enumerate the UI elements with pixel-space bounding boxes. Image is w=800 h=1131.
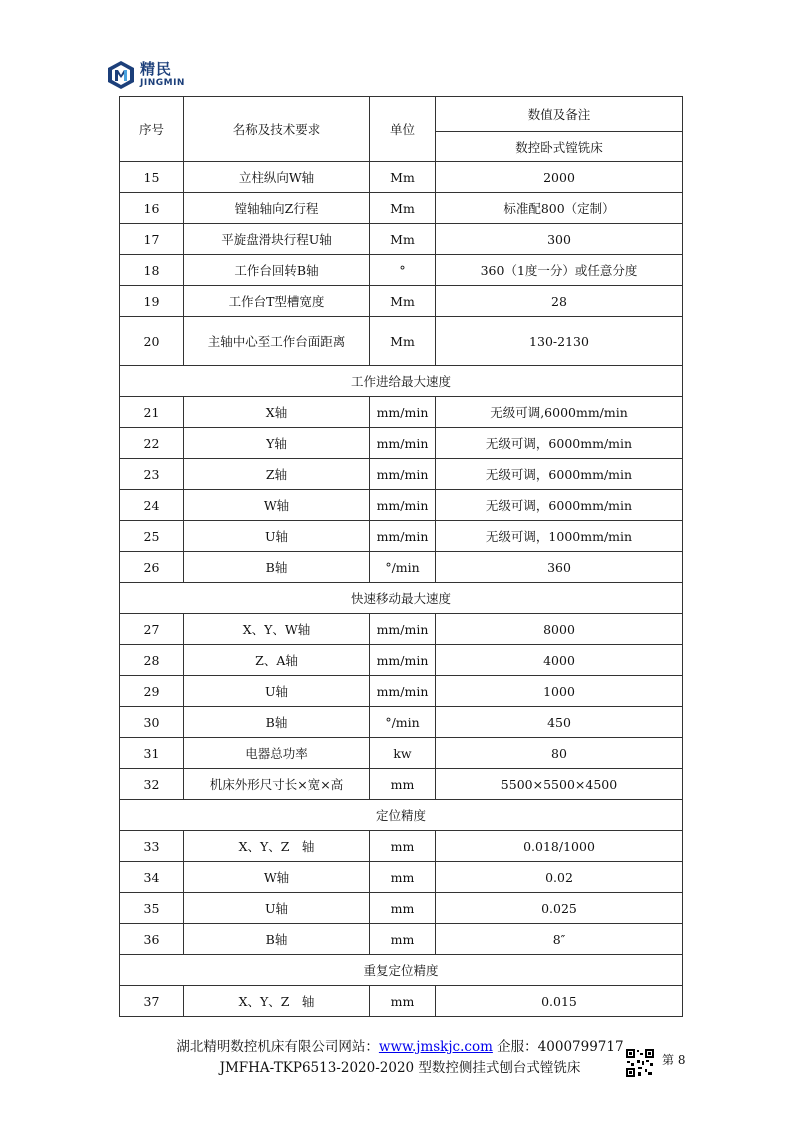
table-row	[120, 162, 683, 193]
row-no: 28	[120, 645, 184, 676]
table-row	[120, 862, 683, 893]
row-unit: Mm	[370, 193, 436, 224]
section-feed-speed: 工作进给最大速度	[120, 366, 683, 397]
row-name: 平旋盘滑块行程U轴	[184, 224, 370, 255]
row-unit: mm	[370, 831, 436, 862]
row-value: 0.018/1000	[436, 831, 683, 862]
table-row	[120, 986, 683, 1017]
section-rapid-speed: 快速移动最大速度	[120, 583, 683, 614]
table-row	[120, 490, 683, 521]
row-name: Z轴	[184, 459, 370, 490]
row-name: X、Y、Z 轴	[184, 986, 370, 1017]
row-value: 300	[436, 224, 683, 255]
row-value: 0.025	[436, 893, 683, 924]
row-value: 0.02	[436, 862, 683, 893]
row-no: 26	[120, 552, 184, 583]
table-row	[120, 893, 683, 924]
website-link[interactable]: www.jmskjc.com	[378, 1039, 493, 1055]
row-no: 32	[120, 769, 184, 800]
row-name: 工作台回转B轴	[184, 255, 370, 286]
row-name: 立柱纵向W轴	[184, 162, 370, 193]
row-value: 1000	[436, 676, 683, 707]
section-repeat-accuracy: 重复定位精度	[120, 955, 683, 986]
qr-code-icon	[626, 1049, 654, 1077]
row-value: 8″	[436, 924, 683, 955]
table-row	[120, 831, 683, 862]
row-unit: °/min	[370, 552, 436, 583]
row-no: 16	[120, 193, 184, 224]
row-unit: mm/min	[370, 521, 436, 552]
row-value: 2000	[436, 162, 683, 193]
table-row	[120, 614, 683, 645]
header-value-title: 数值及备注	[436, 97, 683, 132]
row-name: 电器总功率	[184, 738, 370, 769]
row-value: 无级可调，6000mm/min	[436, 428, 683, 459]
page-number: 第 8	[662, 1053, 686, 1067]
row-value: 无级可调，1000mm/min	[436, 521, 683, 552]
row-no: 36	[120, 924, 184, 955]
row-name: 主轴中心至工作台面距离	[184, 317, 370, 366]
row-unit: mm/min	[370, 614, 436, 645]
row-no: 35	[120, 893, 184, 924]
row-unit: Mm	[370, 317, 436, 366]
row-name: U轴	[184, 676, 370, 707]
jingmin-logo-icon	[106, 60, 136, 90]
row-no: 33	[120, 831, 184, 862]
table-row	[120, 552, 683, 583]
row-value: 无级可调，6000mm/min	[436, 459, 683, 490]
spec-table	[119, 96, 683, 1017]
table-row	[120, 224, 683, 255]
row-value: 360	[436, 552, 683, 583]
row-name: W轴	[184, 862, 370, 893]
row-no: 34	[120, 862, 184, 893]
row-no: 27	[120, 614, 184, 645]
row-unit: mm/min	[370, 490, 436, 521]
table-row	[120, 521, 683, 552]
row-unit: mm	[370, 769, 436, 800]
row-no: 22	[120, 428, 184, 459]
table-row	[120, 676, 683, 707]
row-no: 19	[120, 286, 184, 317]
row-name: B轴	[184, 924, 370, 955]
row-unit: Mm	[370, 224, 436, 255]
row-unit: mm/min	[370, 645, 436, 676]
row-unit: mm/min	[370, 676, 436, 707]
row-no: 24	[120, 490, 184, 521]
row-value: 0.015	[436, 986, 683, 1017]
header-seq: 序号	[120, 97, 184, 162]
row-value: 无级可调，6000mm/min	[436, 490, 683, 521]
row-no: 15	[120, 162, 184, 193]
table-row	[120, 286, 683, 317]
row-value: 无级可调,6000mm/min	[436, 397, 683, 428]
row-unit: kw	[370, 738, 436, 769]
table-row	[120, 738, 683, 769]
row-value: 450	[436, 707, 683, 738]
row-name: U轴	[184, 893, 370, 924]
logo-english-name: JINGMIN	[140, 78, 185, 88]
row-value: 28	[436, 286, 683, 317]
row-no: 29	[120, 676, 184, 707]
row-unit: mm	[370, 986, 436, 1017]
row-name: X、Y、Z 轴	[184, 831, 370, 862]
company-logo	[106, 58, 185, 92]
footer-service-phone: 企服：4000799717	[492, 1039, 624, 1055]
table-row	[120, 924, 683, 955]
table-row	[120, 317, 683, 366]
row-no: 23	[120, 459, 184, 490]
table-row	[120, 397, 683, 428]
row-name: W轴	[184, 490, 370, 521]
row-name: 工作台T型槽宽度	[184, 286, 370, 317]
row-no: 18	[120, 255, 184, 286]
row-name: U轴	[184, 521, 370, 552]
header-unit: 单位	[370, 97, 436, 162]
logo-chinese-name: 精民	[140, 60, 173, 78]
row-value: 4000	[436, 645, 683, 676]
row-unit: Mm	[370, 162, 436, 193]
table-row	[120, 193, 683, 224]
section-positioning-accuracy: 定位精度	[120, 800, 683, 831]
footer-company: 湖北精明数控机床有限公司网站：	[176, 1039, 379, 1055]
row-unit: mm	[370, 893, 436, 924]
row-unit: mm/min	[370, 397, 436, 428]
row-name: X轴	[184, 397, 370, 428]
row-no: 30	[120, 707, 184, 738]
row-unit: mm	[370, 924, 436, 955]
row-unit: °/min	[370, 707, 436, 738]
row-name: Y轴	[184, 428, 370, 459]
table-row	[120, 428, 683, 459]
header-name: 名称及技术要求	[184, 97, 370, 162]
row-value: 360（1度一分）或任意分度	[436, 255, 683, 286]
table-row	[120, 707, 683, 738]
table-row	[120, 645, 683, 676]
row-no: 37	[120, 986, 184, 1017]
row-no: 17	[120, 224, 184, 255]
row-name: Z、A轴	[184, 645, 370, 676]
table-row	[120, 255, 683, 286]
row-unit: °	[370, 255, 436, 286]
row-unit: Mm	[370, 286, 436, 317]
row-no: 25	[120, 521, 184, 552]
footer-model: JMFHA-TKP6513-2020-2020 型数控侧挂式刨台式镗铣床	[219, 1060, 581, 1076]
row-name: B轴	[184, 707, 370, 738]
row-name: 机床外形尺寸长×宽×高	[184, 769, 370, 800]
table-row	[120, 459, 683, 490]
row-name: X、Y、W轴	[184, 614, 370, 645]
row-name: B轴	[184, 552, 370, 583]
row-unit: mm/min	[370, 428, 436, 459]
table-row	[120, 769, 683, 800]
header-machine-type: 数控卧式镗铣床	[436, 132, 683, 162]
row-unit: mm/min	[370, 459, 436, 490]
row-value: 8000	[436, 614, 683, 645]
row-value: 标准配800（定制）	[436, 193, 683, 224]
row-name: 镗轴轴向Z行程	[184, 193, 370, 224]
row-no: 31	[120, 738, 184, 769]
row-unit: mm	[370, 862, 436, 893]
row-value: 5500×5500×4500	[436, 769, 683, 800]
row-no: 20	[120, 317, 184, 366]
row-value: 80	[436, 738, 683, 769]
row-value: 130-2130	[436, 317, 683, 366]
row-no: 21	[120, 397, 184, 428]
